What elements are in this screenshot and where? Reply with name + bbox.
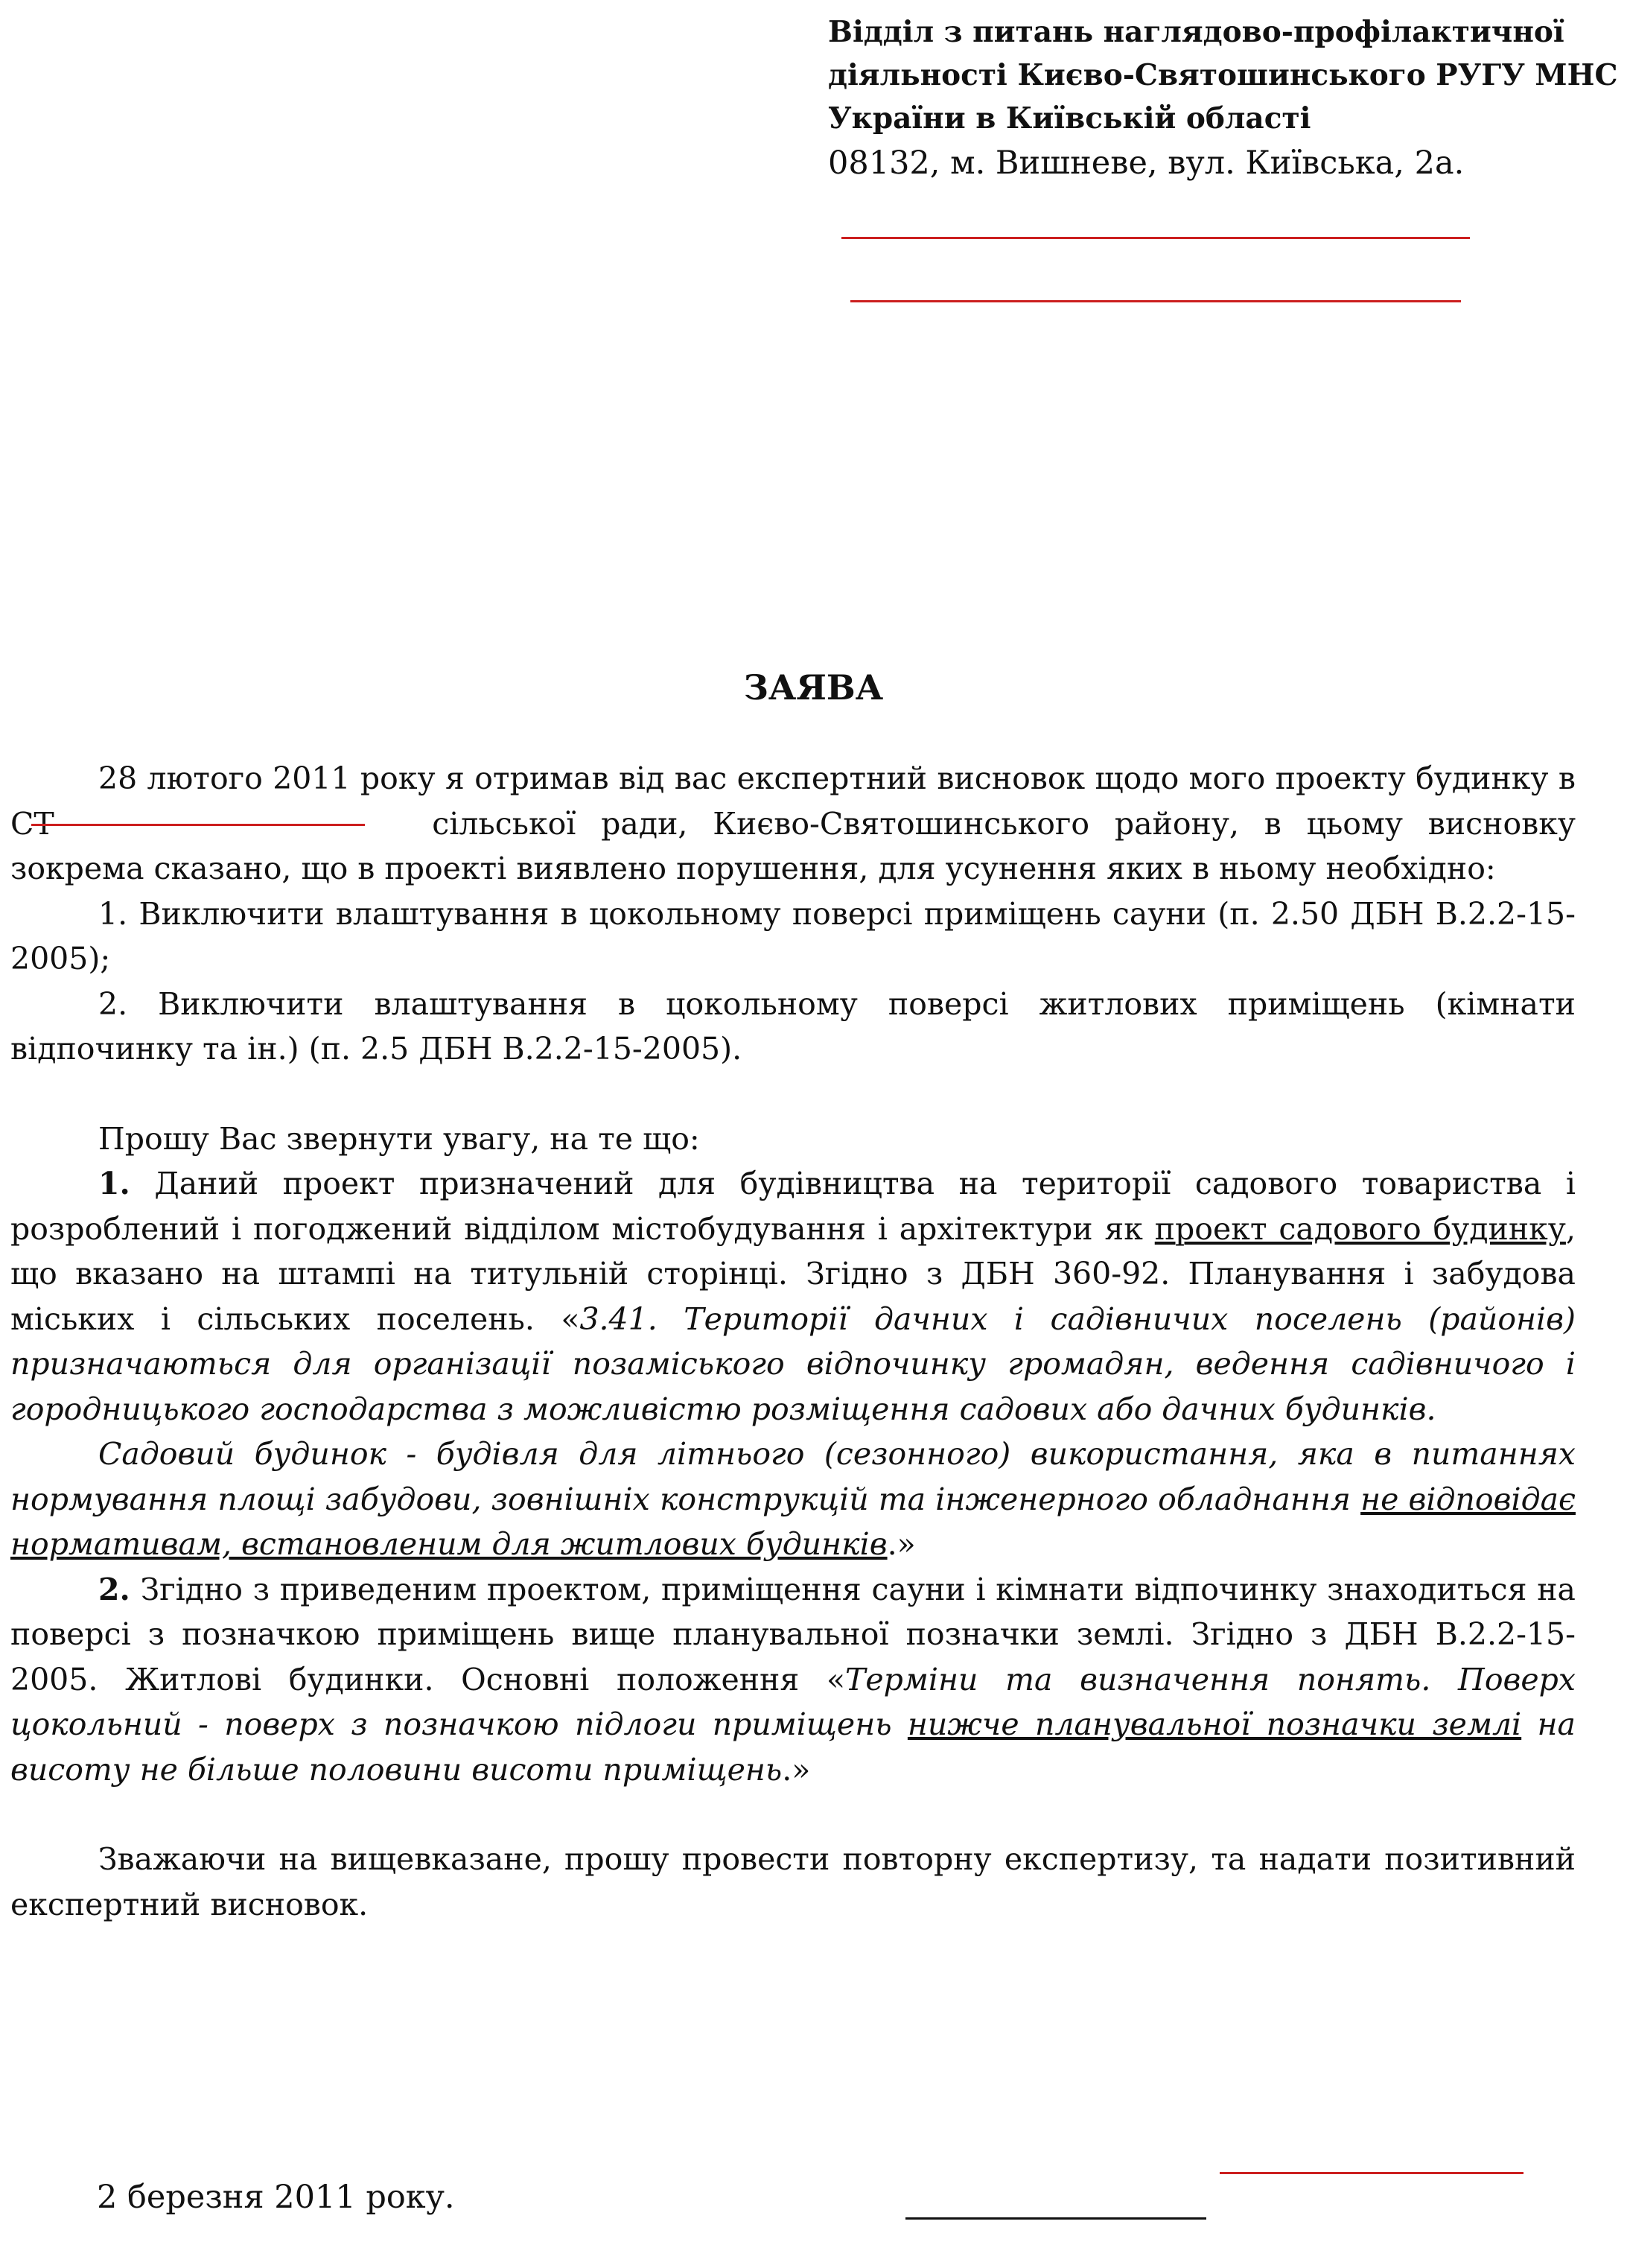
point-2-text-a: Згідно з приведеним проектом, приміщення сауни і кімнати відпочинку знаходиться на поверсі з позначкою приміщень вище планувальної позначки землі. Згідно з ДБН В.2.2-15-2005. Житлові будинки. Основні положення « — [10, 1571, 1576, 1697]
point-2-quote-end: .» — [782, 1751, 811, 1788]
point-1-quote2-end: .» — [887, 1526, 916, 1562]
point-1-quote2-underlined: не відповідає нормативам, встановленим для житлових будинків — [10, 1481, 1576, 1562]
conclusion-paragraph: Зважаючи на вищевказане, прошу провести повторну експертизу, та надати позитивний експертний висновок. — [10, 1841, 1576, 1922]
violation-item-2: 2. Виключити влаштування в цокольному поверсі житлових приміщень (кімнати відпочинку та ін.) (п. 2.5 ДБН В.2.2-15-2005). — [10, 985, 1576, 1067]
point-1-underlined: проект садового будинку — [1154, 1210, 1566, 1247]
document-title: ЗАЯВА — [743, 667, 884, 708]
sender-name-blank-line — [841, 237, 1470, 239]
point-2-quote-b: на висоту не більше половини висоти приміщень — [10, 1706, 1576, 1788]
addressee-address: 08132, м. Вишневе, вул. Київська, 2а. — [828, 144, 1465, 182]
st-name-blank-line — [31, 824, 365, 826]
intro-text-cont: сільської ради, Києво-Святошинського району, в цьому висновку зокрема сказано, що в проекті виявлено порушення, для усунення яких в ньому необхідно: — [10, 805, 1576, 886]
spacer — [10, 1792, 1576, 1837]
request-point-1 — [10, 1161, 1576, 1432]
point-1-text-a: Даний проект призначений для будівництва на території садового товариства і розроблений і погоджений відділом містобудування і архітектури як — [10, 1166, 1576, 1247]
sender-address-blank-line — [850, 300, 1461, 302]
violation-item-1: 1. Виключити влаштування в цокольному поверсі приміщень сауни (п. 2.50 ДБН В.2.2-15-2005); — [10, 895, 1576, 976]
point-1-quote: 3.41. Території дачних і садівничих поселень (районів) призначаються для організації позаміського відпочинку громадян, ведення садівничого і городницького господарства з можливістю розміщення садових або дачних будинків. — [10, 1300, 1576, 1427]
addressee-line-2: діяльності Києво-Святошинського РУГУ МНС — [828, 58, 1618, 92]
signing-date: 2 березня 2011 року. — [97, 2179, 455, 2216]
spacer — [10, 1072, 1576, 1116]
point-2-number: 2. — [98, 1571, 130, 1607]
point-2-quote-underlined: нижче планувальної позначки землі — [907, 1706, 1522, 1742]
st-name-blank — [79, 833, 407, 834]
point-1-quote2-a: Садовий будинок - будівля для літнього (сезонного) використання, яка в питаннях нормування площі забудови, зовнішніх конструкцій та інженерного обладнання — [10, 1436, 1576, 1517]
intro-text-start: 28 лютого 2011 року я отримав від вас експертний висновок щодо мого проекту будинку в СТ — [10, 760, 1576, 842]
signature-blank-line — [905, 2217, 1206, 2220]
request-point-2 — [10, 1567, 1576, 1793]
addressee-line-1: Відділ з питань наглядово-профілактичної — [828, 15, 1564, 49]
addressee-block — [828, 10, 1618, 186]
document-body — [10, 756, 1576, 1927]
point-1-number: 1. — [98, 1166, 130, 1201]
request-lead: Прошу Вас звернути увагу, на те що: — [98, 1120, 700, 1157]
addressee-line-3: України в Київській області — [828, 101, 1311, 136]
point-1-text-b: , що вказано на штампі на титульній сторінці. Згідно з ДБН 360-92. Планування і забудова міських і сільських поселень. « — [10, 1210, 1576, 1337]
request-point-1-quote-2 — [10, 1432, 1576, 1567]
point-2-quote-a: Терміни та визначення понять. Поверх цокольний - поверх з позначкою підлоги приміщень — [10, 1661, 1576, 1742]
signer-name-blank-line — [1220, 2172, 1523, 2174]
